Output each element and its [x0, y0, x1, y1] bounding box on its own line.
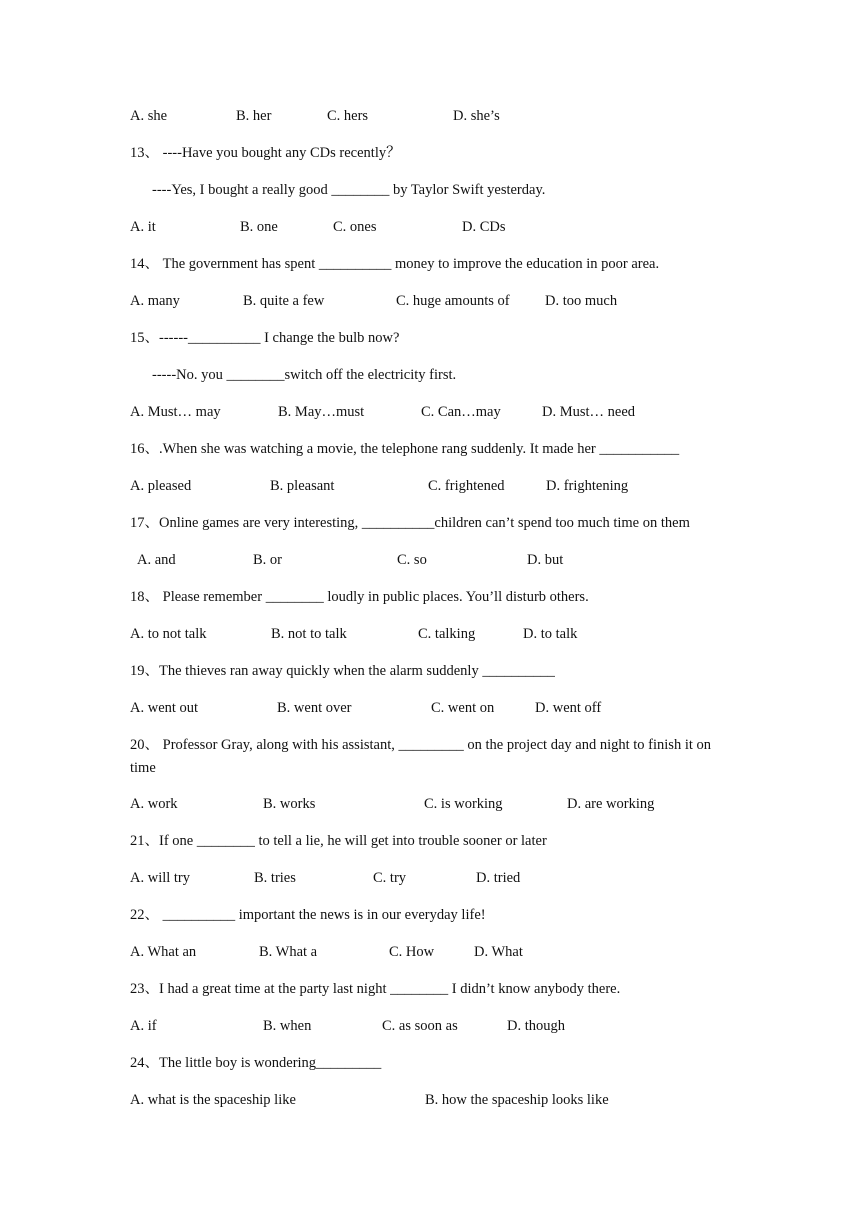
q19-option-a: A. went out: [130, 700, 199, 716]
q12-option-a: A. she: [130, 108, 168, 124]
q15-option-a: A. Must… may: [130, 404, 221, 420]
q15-stem-response: -----No. you ________switch off the electricity first.: [152, 367, 457, 383]
q16-option-a: A. pleased: [130, 478, 192, 494]
q20-option-b: B. works: [263, 796, 316, 812]
q13-option-c: C. ones: [333, 219, 377, 235]
q18-option-b: B. not to talk: [271, 626, 347, 642]
q23-stem: 23、I had a great time at the party last night ________ I didn’t know anybody there.: [130, 981, 621, 997]
q24-option-a: A. what is the spaceship like: [130, 1092, 296, 1108]
q22-stem: 22、 __________ important the news is in our everyday life!: [130, 907, 486, 923]
q20-option-a: A. work: [130, 796, 178, 812]
q19-stem: 19、The thieves ran away quickly when the alarm suddenly __________: [130, 663, 555, 679]
q16-option-d: D. frightening: [546, 478, 629, 494]
q16-stem: 16、.When she was watching a movie, the telephone rang suddenly. It made her ___________: [130, 441, 680, 457]
q15-option-d: D. Must… need: [542, 404, 636, 420]
q20-option-d: D. are working: [567, 796, 655, 812]
q21-stem: 21、If one ________ to tell a lie, he will get into trouble sooner or later: [130, 833, 547, 849]
q19-option-d: D. went off: [535, 700, 602, 716]
q23-option-c: C. as soon as: [382, 1018, 458, 1034]
q21-option-d: D. tried: [476, 870, 521, 886]
q14-stem: 14、 The government has spent __________ money to improve the education in poor area.: [130, 256, 660, 272]
q15-option-b: B. May…must: [278, 404, 365, 420]
q20-option-c: C. is working: [424, 796, 503, 812]
q17-stem: 17、Online games are very interesting, __________children can’t spend too much time on them: [130, 515, 690, 531]
q12-option-b: B. her: [236, 108, 272, 124]
q23-option-b: B. when: [263, 1018, 312, 1034]
q14-option-a: A. many: [130, 293, 180, 309]
q13-stem-response: ----Yes, I bought a really good ________ by Taylor Swift yesterday.: [152, 182, 546, 198]
q19-option-c: C. went on: [431, 700, 495, 716]
q21-option-a: A. will try: [130, 870, 191, 886]
q16-option-b: B. pleasant: [270, 478, 335, 494]
q21-option-b: B. tries: [254, 870, 296, 886]
q16-option-c: C. frightened: [428, 478, 505, 494]
q17-option-a: A. and: [137, 552, 176, 568]
q24-stem: 24、The little boy is wondering_________: [130, 1055, 382, 1071]
q24-option-b: B. how the spaceship looks like: [425, 1092, 609, 1108]
q14-option-d: D. too much: [545, 293, 618, 309]
q14-option-b: B. quite a few: [243, 293, 325, 309]
q17-option-b: B. or: [253, 552, 282, 568]
q21-option-c: C. try: [373, 870, 407, 886]
q13-option-a: A. it: [130, 219, 156, 235]
q22-option-a: A. What an: [130, 944, 197, 960]
q12-option-c: C. hers: [327, 108, 369, 124]
q13-option-b: B. one: [240, 219, 278, 235]
q18-option-d: D. to talk: [523, 626, 578, 642]
q23-option-a: A. if: [130, 1018, 157, 1034]
q17-option-d: D. but: [527, 552, 564, 568]
q12-option-d: D. she’s: [453, 108, 500, 124]
q15-stem: 15、------__________ I change the bulb now?: [130, 330, 400, 346]
q18-option-a: A. to not talk: [130, 626, 207, 642]
q15-option-c: C. Can…may: [421, 404, 501, 420]
q19-option-b: B. went over: [277, 700, 352, 716]
q14-option-c: C. huge amounts of: [396, 293, 510, 309]
q22-option-b: B. What a: [259, 944, 318, 960]
q13-option-d: D. CDs: [462, 219, 506, 235]
q18-option-c: C. talking: [418, 626, 476, 642]
q18-stem: 18、 Please remember ________ loudly in public places. You’ll disturb others.: [130, 589, 589, 605]
q22-option-d: D. What: [474, 944, 523, 960]
q17-option-c: C. so: [397, 552, 427, 568]
q20-stem: 20、 Professor Gray, along with his assistant, _________ on the project day and night to finish it on time: [130, 737, 712, 776]
q23-option-d: D. though: [507, 1018, 565, 1034]
q13-stem: 13、 ----Have you bought any CDs recently？: [130, 145, 401, 161]
q22-option-c: C. How: [389, 944, 435, 960]
